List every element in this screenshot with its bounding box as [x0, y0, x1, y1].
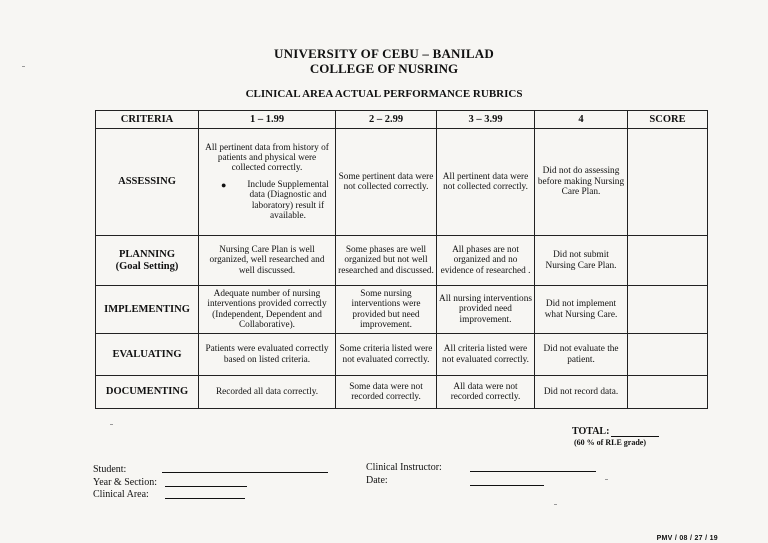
rubric-cell: All nursing interventions provided need improvement.	[437, 286, 535, 334]
rubric-cell: Adequate number of nursing interventions provided correctly (Independent, Dependent and Collaborative).	[199, 286, 336, 334]
score-cell[interactable]	[628, 236, 708, 286]
criteria-cell: IMPLEMENTING	[96, 286, 199, 334]
rubric-cell	[199, 129, 336, 236]
criteria-sublabel: (Goal Setting)	[115, 260, 179, 272]
score-cell[interactable]	[628, 376, 708, 409]
total-note: (60 % of RLE grade)	[574, 438, 646, 447]
scan-speck	[110, 424, 113, 425]
clinical-area-blank[interactable]	[165, 498, 245, 499]
criteria-cell: EVALUATING	[96, 334, 199, 376]
rubric-cell: All criteria listed were not evaluated correctly.	[437, 334, 535, 376]
rubric-cell: Some phases are well organized but not well researched and discussed.	[336, 236, 437, 286]
bullet-text: Include Supplemental data (Diagnostic and laboratory) result if available.	[247, 179, 329, 222]
total-row	[572, 426, 659, 437]
table-row-planning	[96, 236, 708, 286]
rubric-cell-text: All pertinent data from history of patients and physical were collected correctly.	[205, 142, 329, 174]
year-section-label: Year & Section:	[93, 477, 157, 488]
scan-speck	[22, 66, 25, 67]
rubric-cell: Some data were not recorded correctly.	[336, 376, 437, 409]
rubric-cell: Did not submit Nursing Care Plan.	[535, 236, 628, 286]
rubric-cell: Patients were evaluated correctly based on listed criteria.	[199, 334, 336, 376]
rubric-cell: Did not do assessing before making Nursing Care Plan.	[535, 129, 628, 236]
scan-speck	[605, 479, 608, 480]
column-header-range-4: 4	[535, 111, 628, 129]
score-cell[interactable]	[628, 334, 708, 376]
college-name: COLLEGE OF NUSRING	[309, 61, 459, 76]
table-row-evaluating	[96, 334, 708, 376]
year-section-blank[interactable]	[165, 486, 247, 487]
criteria-cell: ASSESSING	[96, 129, 199, 236]
rubric-cell: Did not implement what Nursing Care.	[535, 286, 628, 334]
score-cell[interactable]	[628, 286, 708, 334]
rubric-cell: Nursing Care Plan is well organized, well researched and well discussed.	[199, 236, 336, 286]
clinical-instructor-label: Clinical Instructor:	[366, 462, 442, 473]
rubric-cell: Some pertinent data were not collected correctly.	[336, 129, 437, 236]
bullet-icon: ●	[221, 179, 227, 190]
clinical-area-label: Clinical Area:	[93, 489, 149, 500]
document-code: PMV / 08 / 27 / 19	[656, 535, 718, 542]
column-header-criteria: CRITERIA	[96, 111, 199, 129]
column-header-range-2: 2 – 2.99	[336, 111, 437, 129]
column-header-range-3: 3 – 3.99	[437, 111, 535, 129]
clinical-instructor-blank[interactable]	[470, 471, 596, 472]
rubric-table	[95, 110, 708, 409]
criteria-cell: DOCUMENTING	[96, 376, 199, 409]
student-blank[interactable]	[162, 472, 328, 473]
total-label: TOTAL:	[572, 426, 610, 437]
rubric-cell: Some criteria listed were not evaluated correctly.	[336, 334, 437, 376]
student-label: Student:	[93, 464, 127, 475]
rubric-cell: All data were not recorded correctly.	[437, 376, 535, 409]
table-row-documenting	[96, 376, 708, 409]
criteria-label: PLANNING	[118, 248, 175, 260]
column-header-range-1: 1 – 1.99	[199, 111, 336, 129]
table-row-implementing	[96, 286, 708, 334]
date-label: Date:	[366, 475, 388, 486]
column-header-score: SCORE	[628, 111, 708, 129]
rubric-title: CLINICAL AREA ACTUAL PERFORMANCE RUBRICS	[245, 88, 523, 100]
rubric-cell: Some nursing interventions were provided but need improvement.	[336, 286, 437, 334]
rubric-cell: Did not record data.	[535, 376, 628, 409]
date-blank[interactable]	[470, 485, 544, 486]
rubric-cell: Recorded all data correctly.	[199, 376, 336, 409]
university-name: UNIVERSITY OF CEBU – BANILAD	[274, 46, 494, 61]
bullet-item	[213, 180, 333, 222]
total-blank[interactable]	[611, 436, 659, 437]
criteria-cell	[96, 236, 199, 286]
score-cell[interactable]	[628, 129, 708, 236]
rubric-cell: Did not evaluate the patient.	[535, 334, 628, 376]
rubric-cell: All pertinent data were not collected correctly.	[437, 129, 535, 236]
rubric-cell: All phases are not organized and no evidence of researched .	[437, 236, 535, 286]
scan-speck	[554, 504, 557, 505]
table-header-row	[96, 111, 708, 129]
table-row-assessing	[96, 129, 708, 236]
